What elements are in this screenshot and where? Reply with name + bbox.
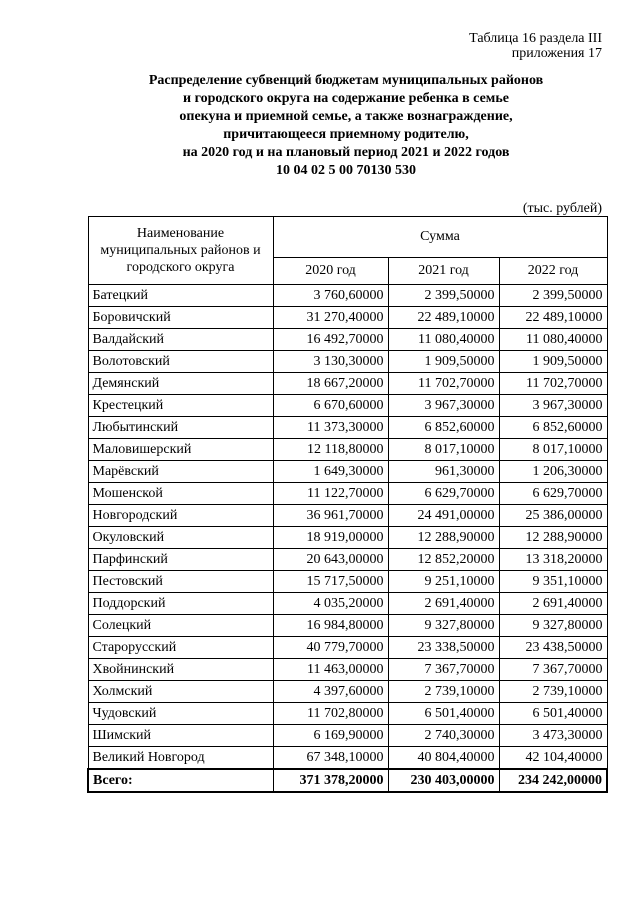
district-name: Великий Новгород: [88, 747, 273, 770]
total-2020: 371 378,20000: [273, 769, 388, 792]
district-name: Волотовский: [88, 351, 273, 373]
title-line-4: причитающееся приемному родителю,: [223, 127, 469, 142]
total-label: Всего:: [88, 769, 273, 792]
name-column-header: Наименование муниципальных районов и городского округа: [88, 217, 273, 285]
value-2021: 24 491,00000: [388, 505, 499, 527]
value-2022: 12 288,90000: [499, 527, 607, 549]
value-2022: 1 909,50000: [499, 351, 607, 373]
district-name: Маловишерский: [88, 439, 273, 461]
table-row: [88, 483, 607, 505]
district-name: Парфинский: [88, 549, 273, 571]
district-name: Марёвский: [88, 461, 273, 483]
value-2022: 2 399,50000: [499, 285, 607, 307]
table-row: [88, 681, 607, 703]
table-row: [88, 329, 607, 351]
value-2020: 11 702,80000: [273, 703, 388, 725]
value-2021: 7 367,70000: [388, 659, 499, 681]
district-name: Солецкий: [88, 615, 273, 637]
district-name: Новгородский: [88, 505, 273, 527]
title-line-5: на 2020 год и на плановый период 2021 и 2022 годов: [182, 145, 510, 160]
table-row: [88, 725, 607, 747]
value-2020: 31 270,40000: [273, 307, 388, 329]
value-2021: 6 629,70000: [388, 483, 499, 505]
value-2022: 1 206,30000: [499, 461, 607, 483]
value-2020: 15 717,50000: [273, 571, 388, 593]
district-name: Пестовский: [88, 571, 273, 593]
value-2021: 9 327,80000: [388, 615, 499, 637]
value-2021: 23 338,50000: [388, 637, 499, 659]
table-row: [88, 417, 607, 439]
total-2021: 230 403,00000: [388, 769, 499, 792]
table-row: [88, 747, 607, 770]
value-2020: 11 373,30000: [273, 417, 388, 439]
title-line-1: Распределение субвенций бюджетам муниципальных районов: [148, 73, 544, 88]
value-2020: 1 649,30000: [273, 461, 388, 483]
value-2022: 11 702,70000: [499, 373, 607, 395]
value-2021: 11 702,70000: [388, 373, 499, 395]
value-2020: 4 397,60000: [273, 681, 388, 703]
budget-code: 10 04 02 5 00 70130 530: [276, 163, 416, 178]
value-2020: 3 760,60000: [273, 285, 388, 307]
value-2020: 18 919,00000: [273, 527, 388, 549]
year-header-2020: 2020 год: [273, 258, 388, 285]
value-2021: 9 251,10000: [388, 571, 499, 593]
table-reference-line1: Таблица 16 раздела III: [469, 31, 602, 46]
table-row: [88, 285, 607, 307]
table-row: [88, 659, 607, 681]
subsidy-table: [87, 216, 608, 793]
value-2021: 961,30000: [388, 461, 499, 483]
value-2022: 3 473,30000: [499, 725, 607, 747]
value-2022: 13 318,20000: [499, 549, 607, 571]
table-reference-line2: приложения 17: [511, 46, 602, 61]
value-2022: 9 351,10000: [499, 571, 607, 593]
value-2022: 3 967,30000: [499, 395, 607, 417]
table-row: [88, 307, 607, 329]
district-name: Поддорский: [88, 593, 273, 615]
value-2020: 12 118,80000: [273, 439, 388, 461]
value-2020: 4 035,20000: [273, 593, 388, 615]
value-2020: 16 984,80000: [273, 615, 388, 637]
district-name: Окуловский: [88, 527, 273, 549]
value-2020: 40 779,70000: [273, 637, 388, 659]
value-2022: 7 367,70000: [499, 659, 607, 681]
table-row: [88, 461, 607, 483]
value-2022: 25 386,00000: [499, 505, 607, 527]
value-2020: 11 463,00000: [273, 659, 388, 681]
total-row: [88, 769, 607, 792]
value-2020: 6 169,90000: [273, 725, 388, 747]
value-2021: 2 740,30000: [388, 725, 499, 747]
district-name: Мошенской: [88, 483, 273, 505]
value-2021: 8 017,10000: [388, 439, 499, 461]
year-header-2022: 2022 год: [499, 258, 607, 285]
units-label: (тыс. рублей): [522, 201, 602, 216]
value-2020: 18 667,20000: [273, 373, 388, 395]
district-name: Старорусский: [88, 637, 273, 659]
value-2022: 6 629,70000: [499, 483, 607, 505]
value-2021: 11 080,40000: [388, 329, 499, 351]
value-2020: 3 130,30000: [273, 351, 388, 373]
value-2022: 8 017,10000: [499, 439, 607, 461]
table-row: [88, 549, 607, 571]
district-name: Шимский: [88, 725, 273, 747]
value-2022: 22 489,10000: [499, 307, 607, 329]
value-2021: 2 739,10000: [388, 681, 499, 703]
table-row: [88, 373, 607, 395]
value-2022: 6 852,60000: [499, 417, 607, 439]
value-2022: 42 104,40000: [499, 747, 607, 770]
table-row: [88, 505, 607, 527]
table-reference: [469, 31, 602, 61]
title-line-3: опекуна и приемной семье, а также вознаграждение,: [179, 109, 513, 124]
value-2021: 22 489,10000: [388, 307, 499, 329]
table-row: [88, 571, 607, 593]
sum-column-header: Сумма: [273, 217, 607, 258]
district-name: Чудовский: [88, 703, 273, 725]
value-2020: 16 492,70000: [273, 329, 388, 351]
value-2020: 11 122,70000: [273, 483, 388, 505]
value-2020: 36 961,70000: [273, 505, 388, 527]
table-row: [88, 637, 607, 659]
table-row: [88, 593, 607, 615]
value-2020: 20 643,00000: [273, 549, 388, 571]
district-name: Боровичский: [88, 307, 273, 329]
district-name: Любытинский: [88, 417, 273, 439]
table-row: [88, 439, 607, 461]
value-2021: 12 852,20000: [388, 549, 499, 571]
total-2022: 234 242,00000: [499, 769, 607, 792]
year-header-2021: 2021 год: [388, 258, 499, 285]
district-name: Валдайский: [88, 329, 273, 351]
value-2022: 11 080,40000: [499, 329, 607, 351]
value-2021: 3 967,30000: [388, 395, 499, 417]
value-2022: 2 691,40000: [499, 593, 607, 615]
document-title: [0, 72, 640, 162]
table-row: [88, 395, 607, 417]
value-2021: 2 691,40000: [388, 593, 499, 615]
value-2022: 23 438,50000: [499, 637, 607, 659]
table-row: [88, 703, 607, 725]
value-2020: 6 670,60000: [273, 395, 388, 417]
value-2021: 1 909,50000: [388, 351, 499, 373]
value-2021: 40 804,40000: [388, 747, 499, 770]
district-name: Батецкий: [88, 285, 273, 307]
district-name: Хвойнинский: [88, 659, 273, 681]
value-2021: 6 852,60000: [388, 417, 499, 439]
district-name: Крестецкий: [88, 395, 273, 417]
table-row: [88, 351, 607, 373]
table-row: [88, 615, 607, 637]
value-2021: 12 288,90000: [388, 527, 499, 549]
value-2021: 6 501,40000: [388, 703, 499, 725]
value-2022: 2 739,10000: [499, 681, 607, 703]
value-2020: 67 348,10000: [273, 747, 388, 770]
district-name: Демянский: [88, 373, 273, 395]
title-line-2: и городского округа на содержание ребенка в семье: [183, 91, 509, 106]
table-row: [88, 527, 607, 549]
district-name: Холмский: [88, 681, 273, 703]
value-2021: 2 399,50000: [388, 285, 499, 307]
value-2022: 6 501,40000: [499, 703, 607, 725]
value-2022: 9 327,80000: [499, 615, 607, 637]
